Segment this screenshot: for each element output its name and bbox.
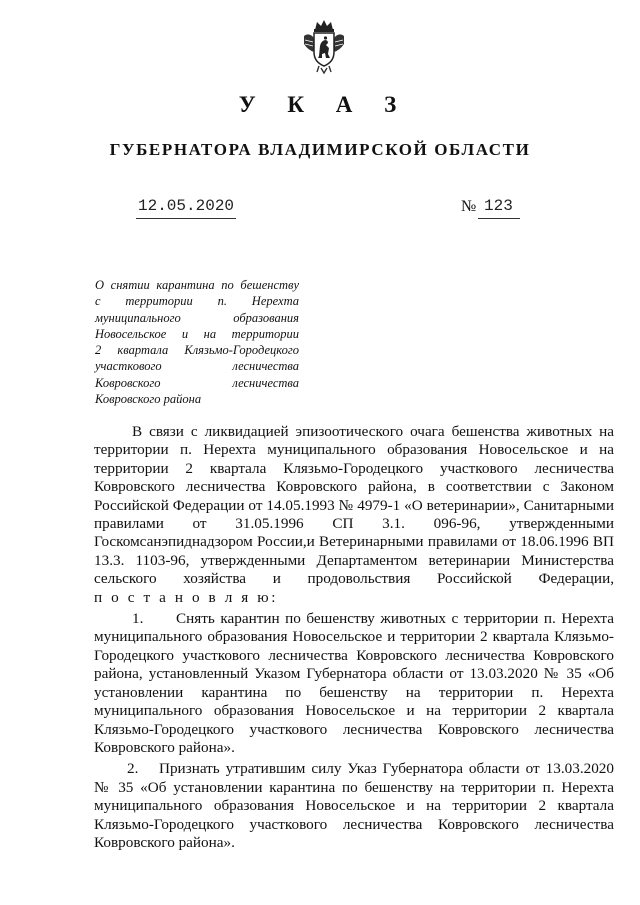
text-line: Госкомсанэпиднадзором России,и Ветеринарными правилами от 18.06.1996 ВП: [94, 533, 614, 551]
subject-line: Ковровского района: [95, 392, 202, 407]
decree-item-2: [94, 760, 614, 852]
text-line: муниципального образования Новосельское и на территории 2 квартала: [94, 797, 614, 815]
text-line: 13.3. 1103-96, утвержденными Департаментом ветеринарии Министерства: [94, 551, 614, 569]
text-line: района, установленный Указом Губернатора области от 13.03.2020 № 35 «Об: [94, 665, 614, 683]
decree-number: 123: [484, 197, 513, 215]
text-line: Российской Федерации от 14.05.1993 № 4979-1 «О ветеринарии», Санитарными: [94, 496, 614, 514]
subject-line: с территории п. Нерехта: [95, 294, 299, 309]
decree-body: [94, 423, 614, 852]
text-line: установлении карантина по бешенству на территории п. Нерехта: [94, 683, 614, 701]
decree-subject: [95, 277, 299, 407]
item-first-line: [94, 760, 614, 778]
vladimir-coat-of-arms-emblem: [301, 18, 347, 74]
resolution-word: п о с т а н о в л я ю:: [94, 588, 279, 606]
text-line: территории 2 квартала Клязьмо-Городецкого участкового лесничества: [94, 459, 614, 477]
subject-line: Новосельское и на территории: [95, 326, 299, 341]
text-line: Клязьмо-Городецкого участкового лесничества Ковровского лесничества: [94, 720, 614, 738]
item-number: 2.: [127, 760, 139, 778]
text-line: муниципального образования Новосельское и на территории 2 квартала: [94, 702, 614, 720]
text-line: сельского хозяйства и продовольствия Российской Федерации,: [94, 570, 614, 588]
text-line: Клязьмо-Городецкого участкового лесничества Ковровского лесничества: [94, 815, 614, 833]
decree-item-1: [94, 610, 614, 757]
text-line: Городецкого участкового лесничества Ковровского лесничества Ковровского: [94, 646, 614, 664]
text-line: Ковровского района».: [94, 738, 235, 756]
decree-date: 12.05.2020: [138, 197, 235, 215]
text-line: Снять карантин по бешенству животных с территории п. Нерехта: [176, 610, 614, 628]
text-line: территории п. Нерехта муниципального образования Новосельское и на: [94, 441, 614, 459]
text-line: муниципального образования Новосельское и территории 2 квартала Клязьмо-: [94, 628, 614, 646]
number-sign: №: [461, 198, 477, 215]
text-line: Ковровского лесничества Ковровского района, в соответствии с Законом: [94, 478, 614, 496]
subject-line: О снятии карантина по бешенству: [95, 278, 299, 292]
subject-line: 2 квартала Клязьмо-Городецкого: [95, 343, 299, 358]
preamble-paragraph: [94, 423, 614, 607]
number-underline: [478, 218, 520, 219]
item-number: 1.: [132, 610, 144, 628]
text-line: Ковровского района».: [94, 833, 235, 851]
subject-line: Ковровского лесничества: [95, 375, 299, 390]
issuer-title: ГУБЕРНАТОРА ВЛАДИМИРСКОЙ ОБЛАСТИ: [109, 140, 531, 159]
text-line: правилами от 31.05.1996 СП 3.1. 096-96, утвержденными: [94, 515, 614, 533]
text-line: № 35 «Об установлении карантина по бешенству на территории п. Нерехта: [94, 778, 614, 796]
document-title: У К А З: [238, 92, 410, 117]
item-first-line: [94, 610, 614, 628]
text-line: Признать утратившим силу Указ Губернатора области от 13.03.2020: [159, 760, 614, 778]
subject-line: участкового лесничества: [95, 359, 299, 374]
subject-line: муниципального образования: [95, 310, 299, 325]
date-underline: [136, 218, 236, 219]
text-line: В связи с ликвидацией эпизоотического очага бешенства животных на: [132, 423, 614, 440]
